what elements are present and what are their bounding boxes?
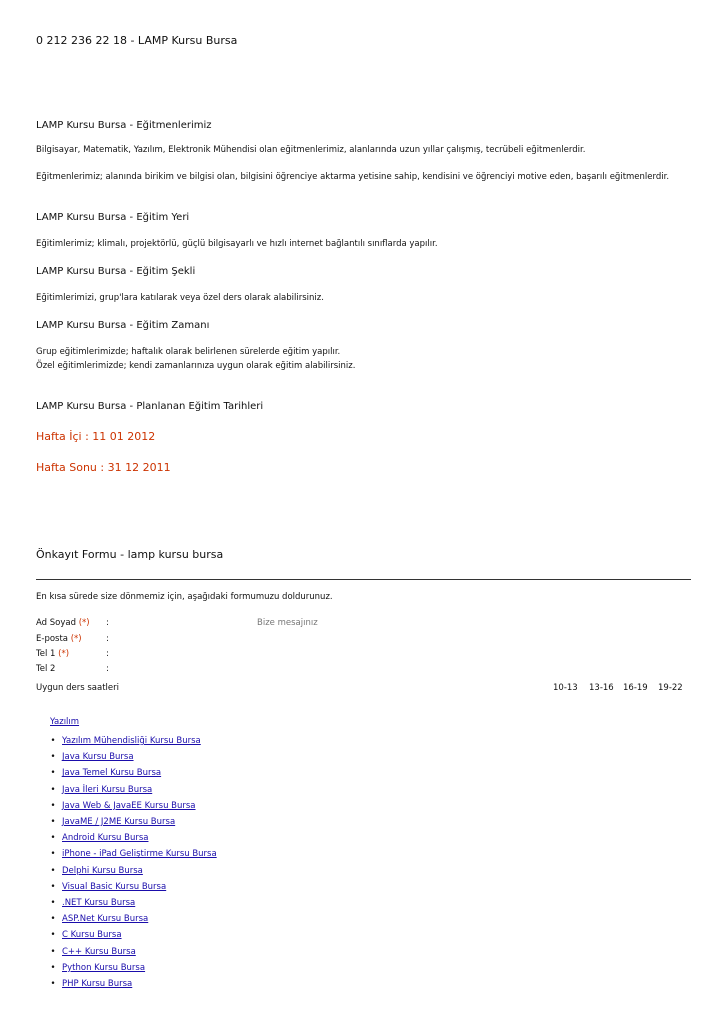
bullet: • [50,979,56,990]
weekday-date: Hafta İçi : 11 01 2012 [36,430,156,443]
course-link[interactable]: Python Kursu Bursa [62,962,146,973]
field-label: Tel 2 [36,664,56,674]
bullet: • [50,881,56,892]
list-item [44,895,217,911]
form-title: Önkayıt Formu - lamp kursu bursa [36,548,224,561]
bullet: • [50,752,56,763]
course-link[interactable]: Java Web & JavaEE Kursu Bursa [62,800,196,811]
section-title-instructors: LAMP Kursu Bursa - Eğitmenlerimiz [36,120,212,131]
required-mark: (*) [70,634,82,644]
field-label: Tel 1 [36,649,56,659]
paragraph: Eğitimlerimiz; klimalı, projektörlü, güçlü bilgisayarlı ve hızlı internet bağlantılı sınıflarda yapılır. [36,239,438,249]
hour-option-16-19[interactable]: 16-19 [623,683,648,693]
bullet: • [50,849,56,860]
list-item [44,879,217,895]
bullet: • [50,768,56,779]
course-link[interactable]: Delphi Kursu Bursa [62,865,143,876]
section-title-location: LAMP Kursu Bursa - Eğitim Yeri [36,212,190,223]
list-item [44,798,217,814]
course-link[interactable]: C Kursu Bursa [62,930,122,941]
list-item [44,911,217,927]
bullet: • [50,736,56,746]
course-link[interactable]: C++ Kursu Bursa [62,946,136,957]
section-title-planned-dates: LAMP Kursu Bursa - Planlanan Eğitim Tarihleri [36,401,264,412]
field-colon: : [106,649,109,659]
course-link[interactable]: Java İleri Kursu Bursa [62,784,153,795]
bullet: • [50,946,56,957]
course-link[interactable]: Java Temel Kursu Bursa [62,768,162,779]
required-mark: (*) [58,649,70,659]
bullet: • [50,800,56,811]
course-link[interactable]: .NET Kursu Bursa [62,898,136,909]
list-item [44,830,217,846]
message-textarea[interactable]: Bize mesajınız [257,618,318,628]
paragraph: Eğitmenlerimiz; alanında birikim ve bilgisi olan, bilgisini öğrenciye aktarma yetisine sahip, kendisini ve öğrenciyi motive eden, başarılı eğitmenlerdir. [36,172,670,182]
bullet: • [50,865,56,876]
field-label: Ad Soyad [36,618,76,628]
course-link[interactable]: Yazılım Mühendisliği Kursu Bursa [62,736,201,746]
course-list [44,733,217,992]
list-item [44,765,217,781]
field-label: E-posta [36,634,69,644]
list-item [44,814,217,830]
paragraph: Eğitimlerimizi, grup'lara katılarak veya özel ders olarak alabilirsiniz. [36,293,324,303]
bullet: • [50,962,56,973]
category-link-software[interactable]: Yazılım [50,717,80,727]
list-item [44,782,217,798]
field-row-email[interactable] [36,634,109,644]
bullet: • [50,898,56,909]
course-link[interactable]: JavaME / J2ME Kursu Bursa [62,817,176,828]
list-item [44,846,217,862]
paragraph: Bilgisayar, Matematik, Yazılım, Elektronik Mühendisi olan eğitmenlerimiz, alanlarında uzun yıllar çalışmış, tecrübeli eğitmenlerdir. [36,145,586,155]
bullet: • [50,914,56,925]
bullet: • [50,817,56,828]
list-item [44,960,217,976]
bullet: • [50,784,56,795]
divider [36,579,691,580]
weekend-date: Hafta Sonu : 31 12 2011 [36,461,171,474]
field-row-name[interactable] [36,618,109,628]
page-header-title: 0 212 236 22 18 - LAMP Kursu Bursa [36,34,238,47]
course-link[interactable]: iPhone - iPad Geliştirme Kursu Bursa [62,849,217,860]
list-item [44,944,217,960]
field-colon: : [106,618,109,628]
list-item [44,976,217,992]
section-title-format: LAMP Kursu Bursa - Eğitim Şekli [36,266,196,277]
paragraph: Grup eğitimlerimizde; haftalık olarak belirlenen sürelerde eğitim yapılır. [36,347,341,357]
field-row-tel1[interactable] [36,649,109,659]
bullet: • [50,930,56,941]
required-mark: (*) [78,618,90,628]
hour-option-10-13[interactable]: 10-13 [553,683,578,693]
list-item [44,927,217,943]
hour-option-19-22[interactable]: 19-22 [658,683,683,693]
bullet: • [50,833,56,844]
form-intro: En kısa sürede size dönmemiz için, aşağıdaki formumuzu doldurunuz. [36,592,333,602]
field-colon: : [106,664,109,674]
course-link[interactable]: ASP.Net Kursu Bursa [62,914,149,925]
course-link[interactable]: Visual Basic Kursu Bursa [62,881,167,892]
hour-option-13-16[interactable]: 13-16 [589,683,614,693]
list-item [44,863,217,879]
field-row-tel2[interactable] [36,664,109,674]
list-item [44,749,217,765]
course-link[interactable]: Java Kursu Bursa [62,752,134,763]
field-colon: : [106,634,109,644]
section-title-time: LAMP Kursu Bursa - Eğitim Zamanı [36,320,210,331]
hours-label: Uygun ders saatleri [36,683,119,693]
list-item [44,733,217,749]
course-link[interactable]: PHP Kursu Bursa [62,979,133,990]
paragraph: Özel eğitimlerimizde; kendi zamanlarınıza uygun olarak eğitim alabilirsiniz. [36,361,356,371]
course-link[interactable]: Android Kursu Bursa [62,833,149,844]
